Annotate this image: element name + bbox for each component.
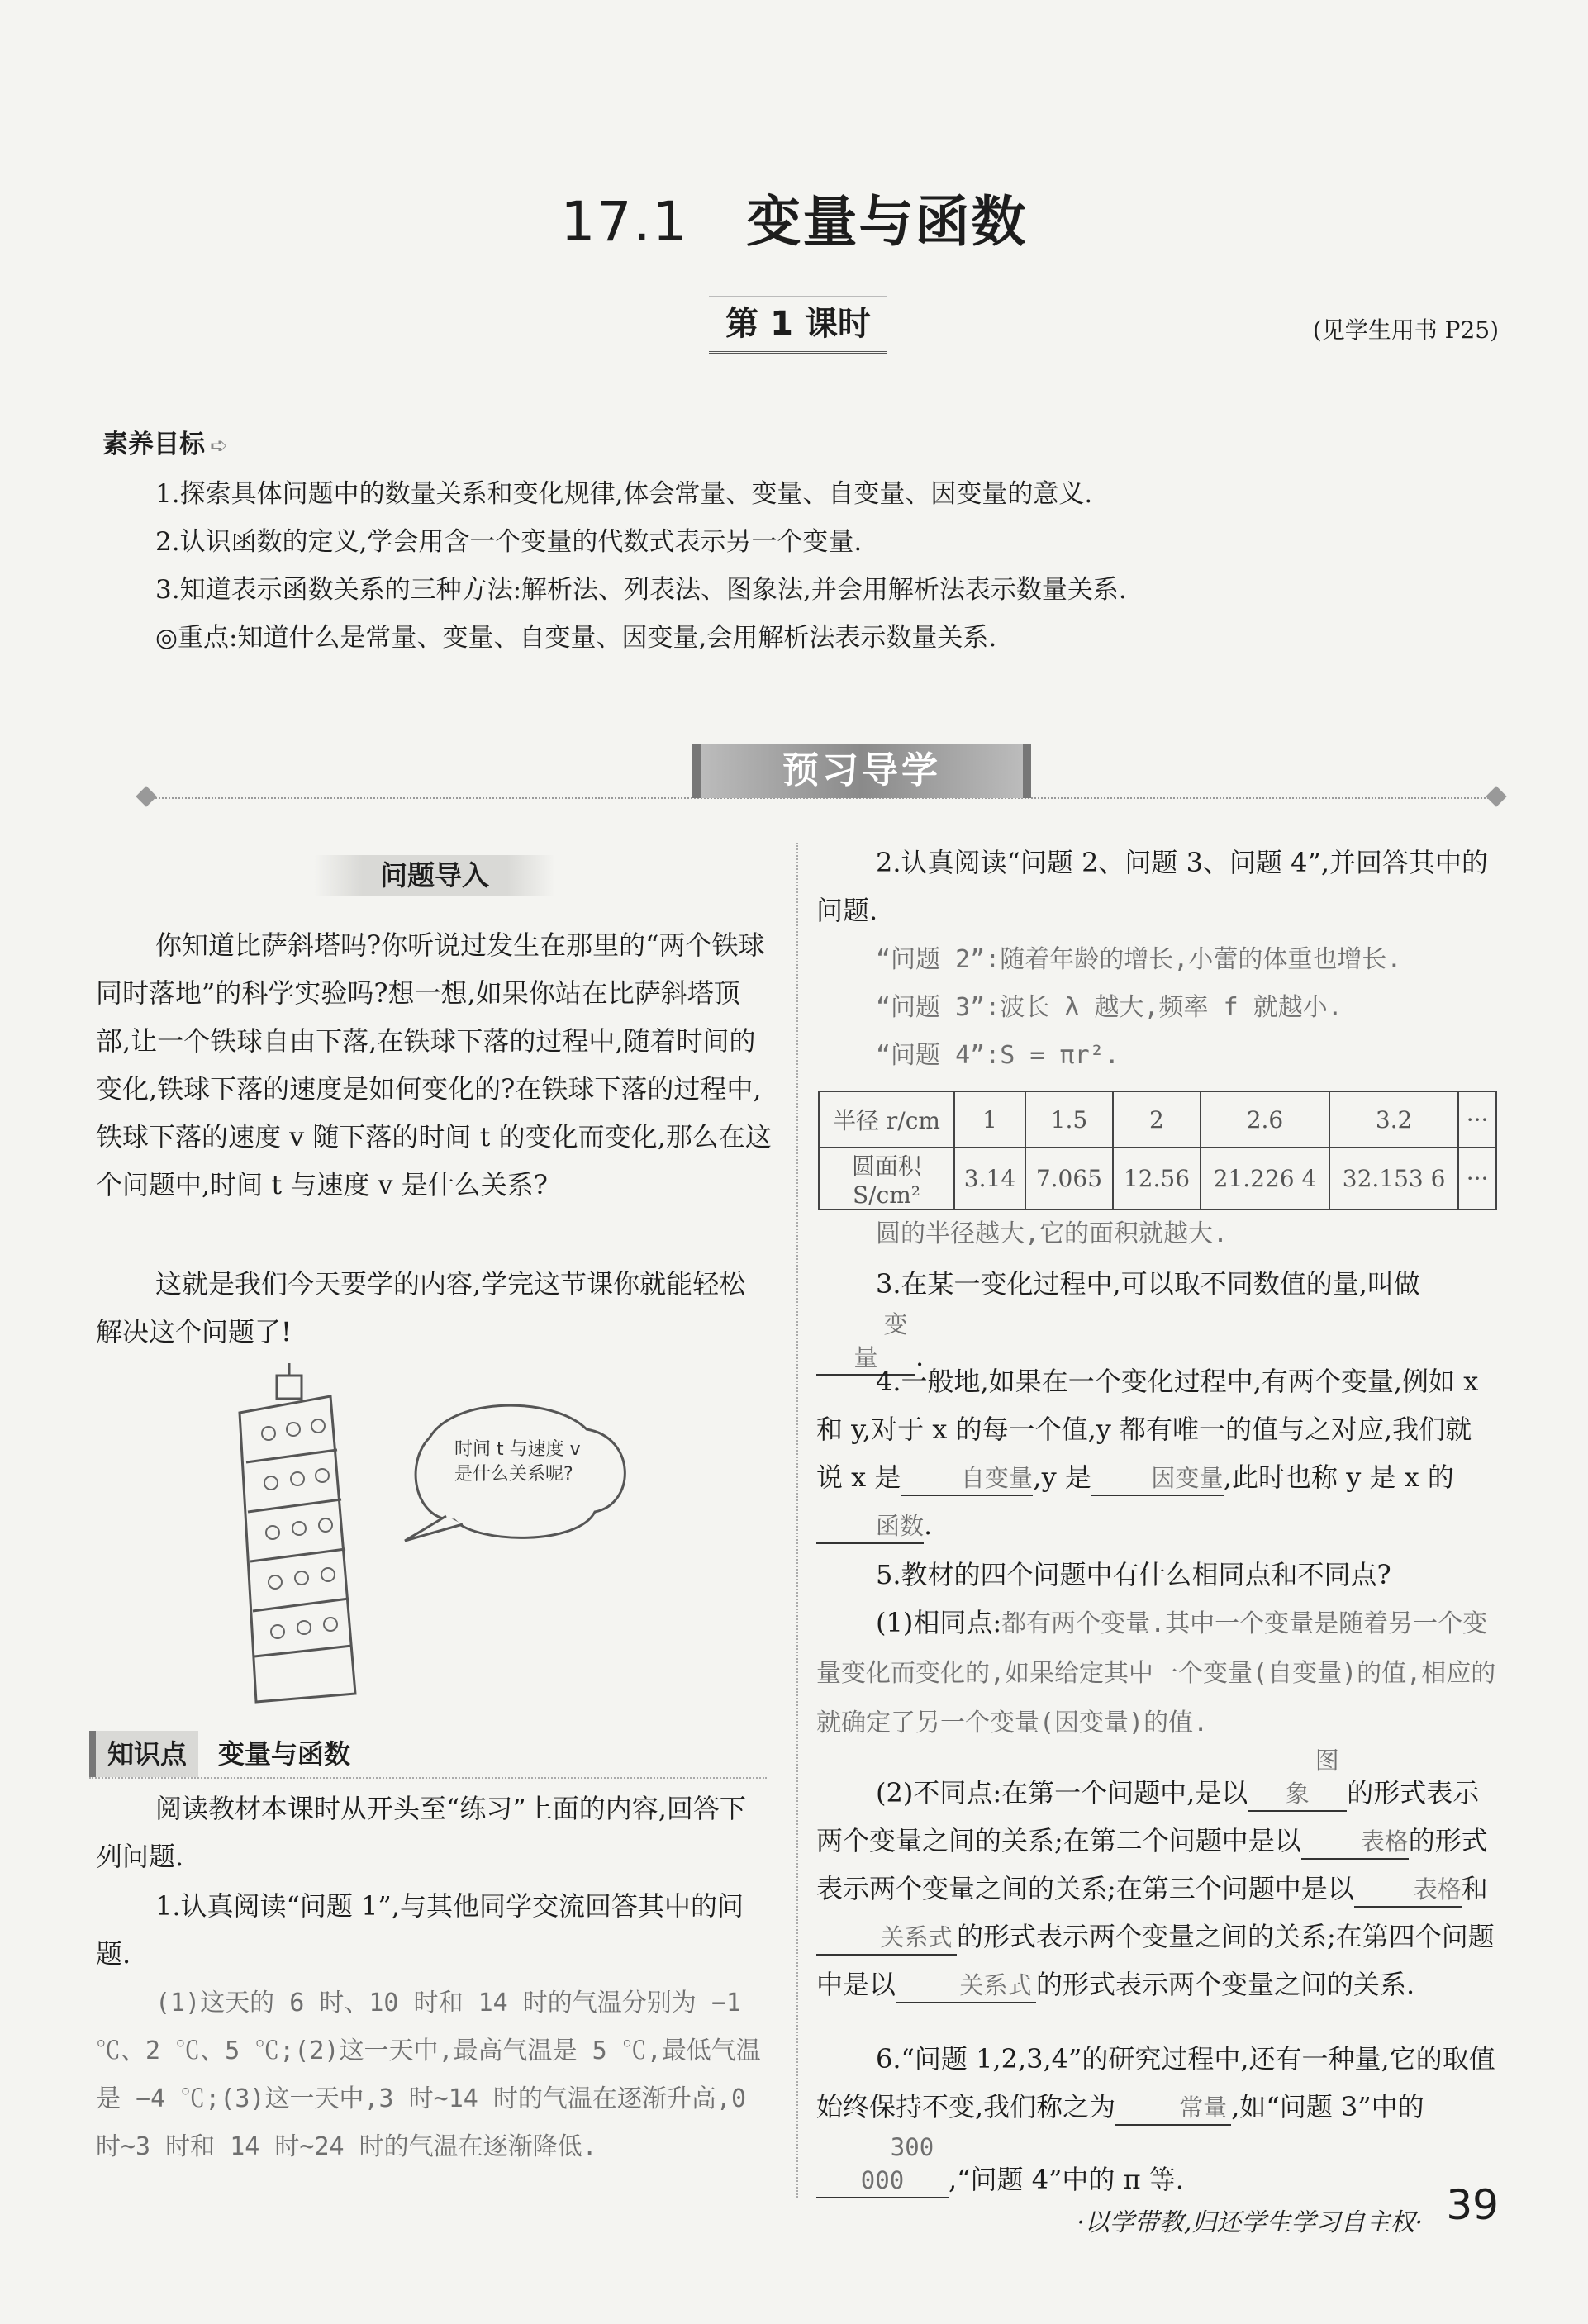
question-6-text: ,如“问题 3”中的: [1231, 2091, 1424, 2122]
section-title-text: 变量与函数: [746, 190, 1028, 254]
page-number: 39: [1446, 2181, 1499, 2229]
goals-heading-text: 素养目标: [102, 430, 205, 459]
answer-blank: 关系式: [896, 1969, 1036, 2003]
answer-blank: 关系式: [816, 1921, 957, 1956]
knowledge-tag: 知识点: [89, 1731, 198, 1777]
goals-heading: [102, 423, 228, 460]
question-3-text: 3.在某一变化过程中,可以取不同数值的量,叫做: [876, 1268, 1420, 1300]
diff-text: (2)不同点:在第一个问题中,是以: [876, 1777, 1248, 1808]
radius-area-table: [818, 1091, 1497, 1210]
table-cell: 1.5: [1025, 1091, 1113, 1148]
question-4-text: ,y 是: [1033, 1461, 1091, 1493]
goal-item: 3.知道表示函数关系的三种方法:解析法、列表法、图象法,并会用解析法表示数量关系.: [155, 575, 1127, 605]
table-cell: 2: [1113, 1091, 1201, 1148]
arrow-icon: ➪: [210, 434, 228, 459]
section-title: [0, 178, 1588, 256]
table-cell: 3.2: [1329, 1091, 1458, 1148]
goal-item: 2.认识函数的定义,学会用含一个变量的代数式表示另一个变量.: [155, 527, 863, 557]
answer-blank: 常量: [1115, 2091, 1231, 2126]
diamond-icon: [136, 786, 156, 806]
answer-blank: 变量: [816, 1308, 915, 1376]
answer-blank: 表格: [1354, 1873, 1462, 1908]
question-3: 3.在某一变化过程中,可以取不同数值的量,叫做变量 .: [816, 1260, 1497, 1381]
answer-blank: 300 000: [816, 2131, 949, 2198]
table-cell: 7.065: [1025, 1148, 1113, 1210]
diff-text: 和: [1461, 1873, 1488, 1904]
question-4: 4.一般地,如果在一个变化过程中,有两个变量,例如 x 和 y,对于 x 的每一个值,y 都有唯一的值与之对应,我们就说 x 是 自变量,y 是 因变量,此时也称 y 是 x 的函数.: [816, 1357, 1497, 1549]
knowledge-paragraph: 阅读教材本课时从开头至“练习”上面的内容,回答下列问题.: [96, 1793, 746, 1872]
question-4-text: ,此时也称 y 是 x 的: [1223, 1461, 1454, 1493]
table-cell: 圆面积 S/cm²: [819, 1148, 954, 1210]
table-row: [819, 1148, 1496, 1210]
section-banner: 预习导学: [692, 744, 1031, 798]
answer-1: (1)这天的 6 时、10 时和 14 时的气温分别为 −1 ℃、2 ℃、5 ℃;(2)这一天中,最高气温是 5 ℃,最低气温是 −4 ℃;(3)这一天中,3 时~14 时的气温在逐渐升高,0 时~3 时和 14 时~24 时的气温在逐渐降低.: [96, 1989, 761, 2161]
intro-paragraph: 你知道比萨斜塔吗?你听说过发生在那里的“两个铁球同时落地”的科学实验吗?想一想,如果你站在比萨斜塔顶部,让一个铁球自由下落,在铁球下落的过程中,随着时间的变化,铁球下落的速度是如何变化的?在铁球下落的过程中,铁球下落的速度 v 随下落的时间 t 的变化而变化,那么在这个问题中,时间 t 与速度 v 是什么关系?: [96, 929, 772, 1200]
goal-item: 1.探索具体问题中的数量关系和变化规律,体会常量、变量、自变量、因变量的意义.: [155, 479, 1093, 509]
answer-2-conclusion: 圆的半径越大,它的面积就越大.: [876, 1219, 1229, 1248]
question-5: 5.教材的四个问题中有什么相同点和不同点?: [876, 1559, 1391, 1590]
pisa-tower-illustration: [207, 1363, 702, 1718]
diamond-icon: [1486, 786, 1506, 806]
goal-key-point: ◎重点:知道什么是常量、变量、自变量、因变量,会用解析法表示数量关系.: [155, 623, 997, 653]
same-label: (1)相同点:: [876, 1607, 1002, 1638]
table-cell: ···: [1458, 1091, 1496, 1148]
same-answer: 都有两个变量.其中一个变量是随着另一个变量变化而变化的,如果给定其中一个变量(自变量)的值,相应的就确定了另一个变量(因变量)的值.: [816, 1609, 1496, 1737]
answer-2-line: “问题 4”:S = πr².: [876, 1041, 1120, 1070]
question-2: 2.认真阅读“问题 2、问题 3、问题 4”,并回答其中的问题.: [816, 847, 1489, 926]
bubble-text: 时间 t 与速度 v 是什么关系呢?: [454, 1439, 581, 1485]
question-5-diff: [816, 1744, 1497, 2008]
knowledge-heading: [89, 1731, 767, 1779]
question-4-text: 4.一般地,如果在一个变化过程中,有两个变量,例如 x 和 y,对于 x 的每一个值,y 都有唯一的值与之对应,我们就说 x 是: [816, 1366, 1479, 1493]
answer-2-line: “问题 2”:随着年龄的增长,小蕾的体重也增长.: [876, 945, 1402, 974]
answer-blank: 图象: [1248, 1744, 1347, 1812]
lesson-label: 第 1 课时: [709, 296, 887, 354]
table-cell: 12.56: [1113, 1148, 1201, 1210]
table-cell: 21.226 4: [1201, 1148, 1329, 1210]
knowledge-title: 变量与函数: [218, 1738, 351, 1770]
answer-blank: 函数: [816, 1509, 924, 1544]
table-cell: 2.6: [1201, 1091, 1329, 1148]
section-number: 17.1: [560, 190, 689, 254]
answer-2-line: “问题 3”:波长 λ 越大,频率 f 就越小.: [876, 993, 1343, 1022]
question-1: 1.认真阅读“问题 1”,与其他同学交流回答其中的问题.: [96, 1890, 744, 1970]
table-cell: 半径 r/cm: [819, 1091, 954, 1148]
intro-paragraph-2: 这就是我们今天要学的内容,学完这节课你就能轻松解决这个问题了!: [96, 1268, 746, 1347]
question-6-text: 6.“问题 1,2,3,4”的研究过程中,还有一种量,它的取值始终保持不变,我们称之为: [816, 2043, 1495, 2122]
table-cell: ···: [1458, 1148, 1496, 1210]
book-reference: (见学生用书 P25): [1312, 316, 1499, 344]
table-row: [819, 1091, 1496, 1148]
footer-slogan: ·以学带教,归还学生学习自主权·: [1077, 2208, 1423, 2237]
intro-heading: 问题导入: [314, 855, 555, 896]
question-5-same: [816, 1599, 1497, 1747]
diff-text: 的形式表示两个变量之间的关系;在第三个问题中是以: [816, 1825, 1488, 1904]
diff-text: 的形式表示两个变量之间的关系.: [1036, 1969, 1415, 2000]
table-cell: 32.153 6: [1329, 1148, 1458, 1210]
question-6-text: ,“问题 4”中的 π 等.: [949, 2164, 1184, 2195]
table-cell: 1: [954, 1091, 1025, 1148]
question-6: [816, 2035, 1497, 2203]
answer-blank: 因变量: [1091, 1461, 1224, 1496]
diff-text: 的形式表示两个变量之间的关系;在第二个问题中是以: [816, 1777, 1480, 1856]
answer-blank: 自变量: [901, 1461, 1033, 1496]
column-divider: [796, 843, 798, 2198]
table-cell: 3.14: [954, 1148, 1025, 1210]
answer-blank: 表格: [1301, 1825, 1409, 1860]
diff-text: 的形式表示两个变量之间的关系;在第四个问题中是以: [816, 1921, 1495, 2000]
